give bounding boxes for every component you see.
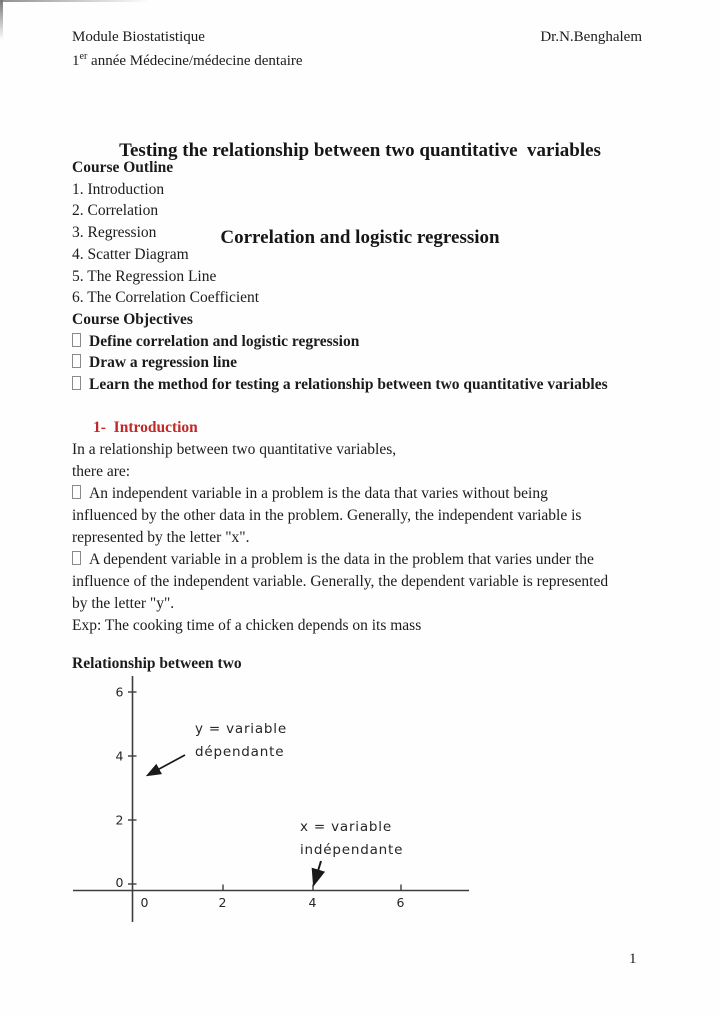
year-ordinal-suffix: er bbox=[79, 51, 88, 62]
page-header bbox=[72, 27, 642, 71]
x-tick-label: 6 bbox=[396, 895, 406, 910]
objective-item bbox=[72, 352, 657, 374]
bullet-line bbox=[72, 549, 658, 571]
year-number: 1 bbox=[72, 53, 80, 69]
outline-item: 6. The Correlation Coefficient bbox=[72, 289, 260, 307]
bullet-line bbox=[72, 483, 658, 505]
y-annotation-line-1: y = variable bbox=[195, 721, 287, 737]
title-line-2: Correlation and logistic regression bbox=[220, 227, 500, 248]
figure-heading: Relationship between two bbox=[72, 655, 242, 672]
checkbox-glyph-icon bbox=[72, 485, 81, 499]
example-line: Exp: The cooking time of a chicken depends on its mass bbox=[72, 617, 422, 634]
y-annotation-line-2: dépendante bbox=[195, 744, 285, 760]
bullet-text: An independent variable in a problem is the data that varies without being bbox=[89, 485, 548, 502]
introduction-heading: 1- Introduction bbox=[93, 419, 198, 436]
objective-text: Learn the method for testing a relationship between two quantitative variables bbox=[89, 376, 608, 394]
course-year-line bbox=[72, 47, 642, 71]
x-annotation-arrow bbox=[314, 861, 321, 884]
x-tick-label: 0 bbox=[140, 895, 150, 910]
scan-artifact-left bbox=[0, 0, 3, 40]
text-line: by the letter "y". bbox=[72, 595, 175, 612]
objective-text: Define correlation and logistic regression bbox=[89, 332, 360, 350]
objective-item bbox=[72, 331, 657, 353]
x-annotation-line-1: x = variable bbox=[300, 819, 392, 835]
objectives-heading: Course Objectives bbox=[72, 310, 193, 328]
introduction-section bbox=[72, 417, 658, 637]
text-line: represented by the letter "x". bbox=[72, 529, 250, 546]
y-annotation-arrow bbox=[148, 755, 185, 775]
checkbox-glyph-icon bbox=[72, 333, 81, 347]
y-tick-label: 2 bbox=[115, 812, 125, 828]
course-outline-section bbox=[72, 157, 657, 396]
y-tick-label: 4 bbox=[115, 748, 125, 764]
author-name: Dr.N.Benghalem bbox=[540, 29, 642, 45]
x-tick-label: 2 bbox=[218, 895, 228, 910]
module-label: Module Biostatistique bbox=[72, 29, 205, 45]
y-tick-label: 6 bbox=[115, 684, 125, 700]
axes-figure bbox=[70, 670, 480, 928]
outline-item: 4. Scatter Diagram bbox=[72, 245, 189, 263]
outline-item: 5. The Regression Line bbox=[72, 267, 217, 285]
year-text: année Médecine/médecine dentaire bbox=[87, 53, 303, 69]
outline-heading: Course Outline bbox=[72, 159, 174, 176]
text-line: In a relationship between two quantitative variables, bbox=[72, 441, 397, 458]
bullet-text: A dependent variable in a problem is the data in the problem that varies under the bbox=[89, 551, 594, 568]
title-line-1: Testing the relationship between two quantitative variables bbox=[119, 140, 601, 161]
text-line: influence of the independent variable. Generally, the dependent variable is represented bbox=[72, 573, 609, 590]
checkbox-glyph-icon bbox=[72, 354, 81, 368]
checkbox-glyph-icon bbox=[72, 376, 81, 390]
x-tick-label: 4 bbox=[308, 895, 318, 910]
page-number: 1 bbox=[629, 951, 637, 967]
outline-item: 2. Correlation bbox=[72, 202, 159, 220]
text-line: there are: bbox=[72, 463, 131, 480]
checkbox-glyph-icon bbox=[72, 551, 81, 565]
outline-item: 3. Regression bbox=[72, 224, 157, 242]
objective-text: Draw a regression line bbox=[89, 354, 237, 372]
objective-item bbox=[72, 374, 657, 396]
y-tick-label: 0 bbox=[115, 875, 125, 890]
outline-item: 1. Introduction bbox=[72, 180, 165, 198]
x-annotation-line-2: indépendante bbox=[300, 842, 404, 858]
text-line: influenced by the other data in the problem. Generally, the independent variable is bbox=[72, 507, 582, 524]
scan-artifact-top bbox=[0, 0, 150, 2]
